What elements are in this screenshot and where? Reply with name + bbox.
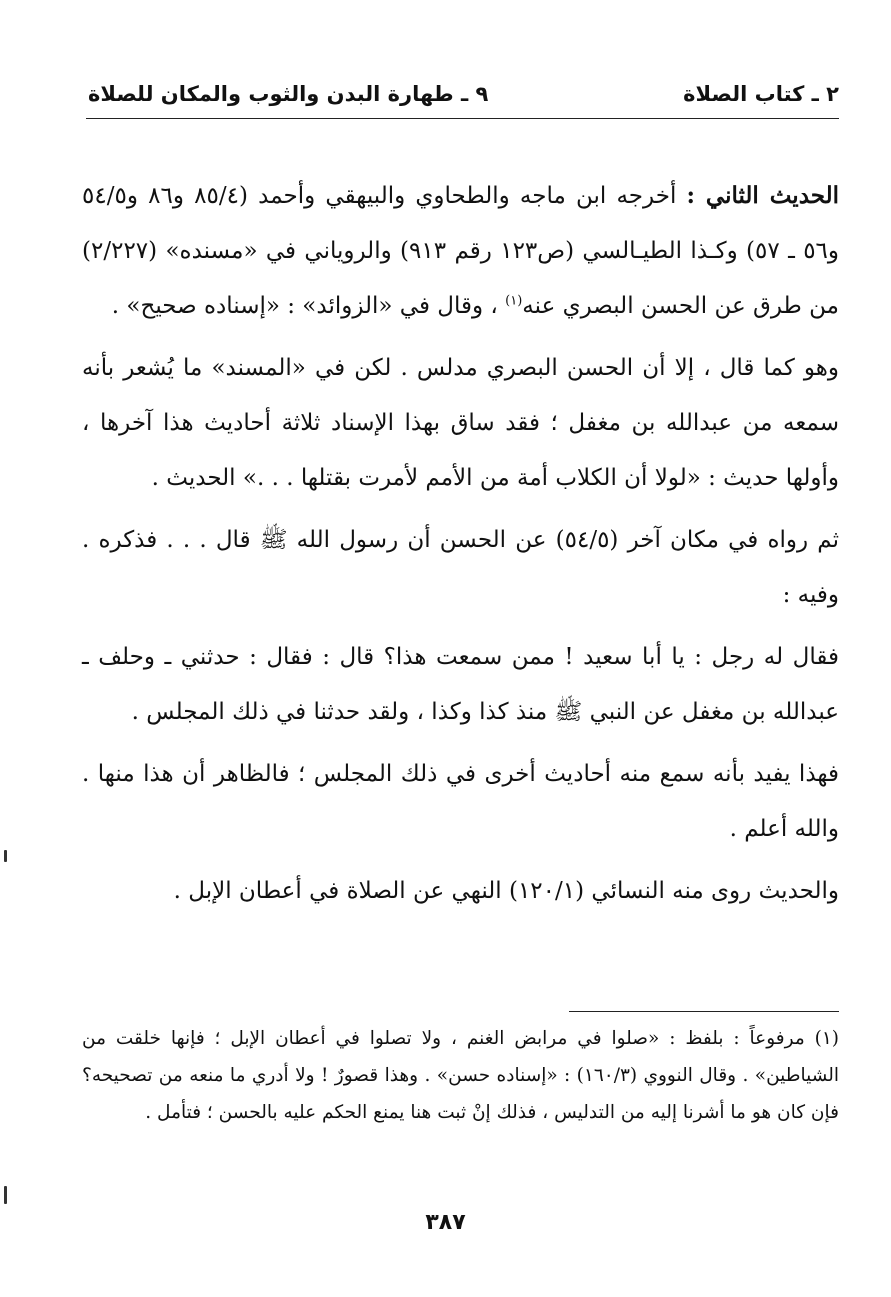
running-header <box>88 76 839 112</box>
section-title: ٩ ـ طهارة البدن والثوب والمكان للصلاة <box>88 82 489 106</box>
paragraph-text: أخرجه ابن ماجه والطحاوي والبيهقي وأحمد (٨٥/٤ و٨٦ و٥٤/٥ و٥٦ ـ ٥٧) وكـذا الطيـالسي (ص١٢٣ رقم ٩١٣) والروياني في «مسنده» (٢/٢٢٧) من طرق عن الحسن البصري عنه <box>82 183 840 319</box>
paragraph-2: وهو كما قال ، إلا أن الحسن البصري مدلس . لكن في «المسند» ما يُشعر بأنه سمعه من عبدالله بن مغفل ؛ فقد ساق بهذا الإسناد ثلاثة أحاديث هذا آخرها ، وأولها حديث : «لولا أن الكلاب أمة من الأمم لأمرت بقتلها . . .» الحديث . <box>82 355 839 491</box>
footnote-1: (١) مرفوعاً : بلفظ : «صلوا في مرابض الغنم ، ولا تصلوا في أعطان الإبل ؛ فإنها خلقت من الشياطين» . وقال النووي (١٦٠/٣) : «إسناده حسن» . وهذا قصورٌ ! ولا أدري ما منعه من تصحيحه؟ فإن كان هو ما أشرنا إليه من التدليس ، فذلك إنْ ثبت هنا يمنع الحكم عليه بالحسن ؛ فتأمل . <box>82 1028 839 1123</box>
chapter-title: ٢ ـ كتاب الصلاة <box>683 82 839 106</box>
paragraph-3: ثم رواه في مكان آخر (٥٤/٥) عن الحسن أن رسول الله ﷺ قال . . . فذكره . وفيه : <box>82 527 839 608</box>
footnote-marker[interactable]: (١) <box>505 293 523 309</box>
paragraph-4: فقال له رجل : يا أبا سعيد ! ممن سمعت هذا؟ قال : فقال : حدثني ـ وحلف ـ عبدالله بن مغفل عن النبي ﷺ منذ كذا وكذا ، ولقد حدثنا في ذلك المجلس . <box>82 644 839 725</box>
paragraph-5: فهذا يفيد بأنه سمع منه أحاديث أخرى في ذلك المجلس ؛ فالظاهر أن هذا منها . والله أعلم . <box>82 761 839 842</box>
footnotes <box>82 1020 839 1131</box>
main-text <box>82 168 839 926</box>
footnote-divider <box>569 1011 839 1012</box>
scan-edge-mark <box>4 850 7 862</box>
paragraph-6: والحديث روى منه النسائي (١٢٠/١) النهي عن الصلاة في أعطان الإبل . <box>173 878 839 904</box>
header-divider <box>86 118 839 119</box>
page-number: ٣٨٧ <box>425 1210 466 1235</box>
paragraph-text-continued: ، وقال في «الزوائد» : «إسناده صحيح» . <box>111 293 506 319</box>
scan-edge-mark <box>4 1186 7 1204</box>
hadith-label: الحديث الثاني : <box>686 182 840 209</box>
paragraph-hadith-two <box>82 168 839 334</box>
